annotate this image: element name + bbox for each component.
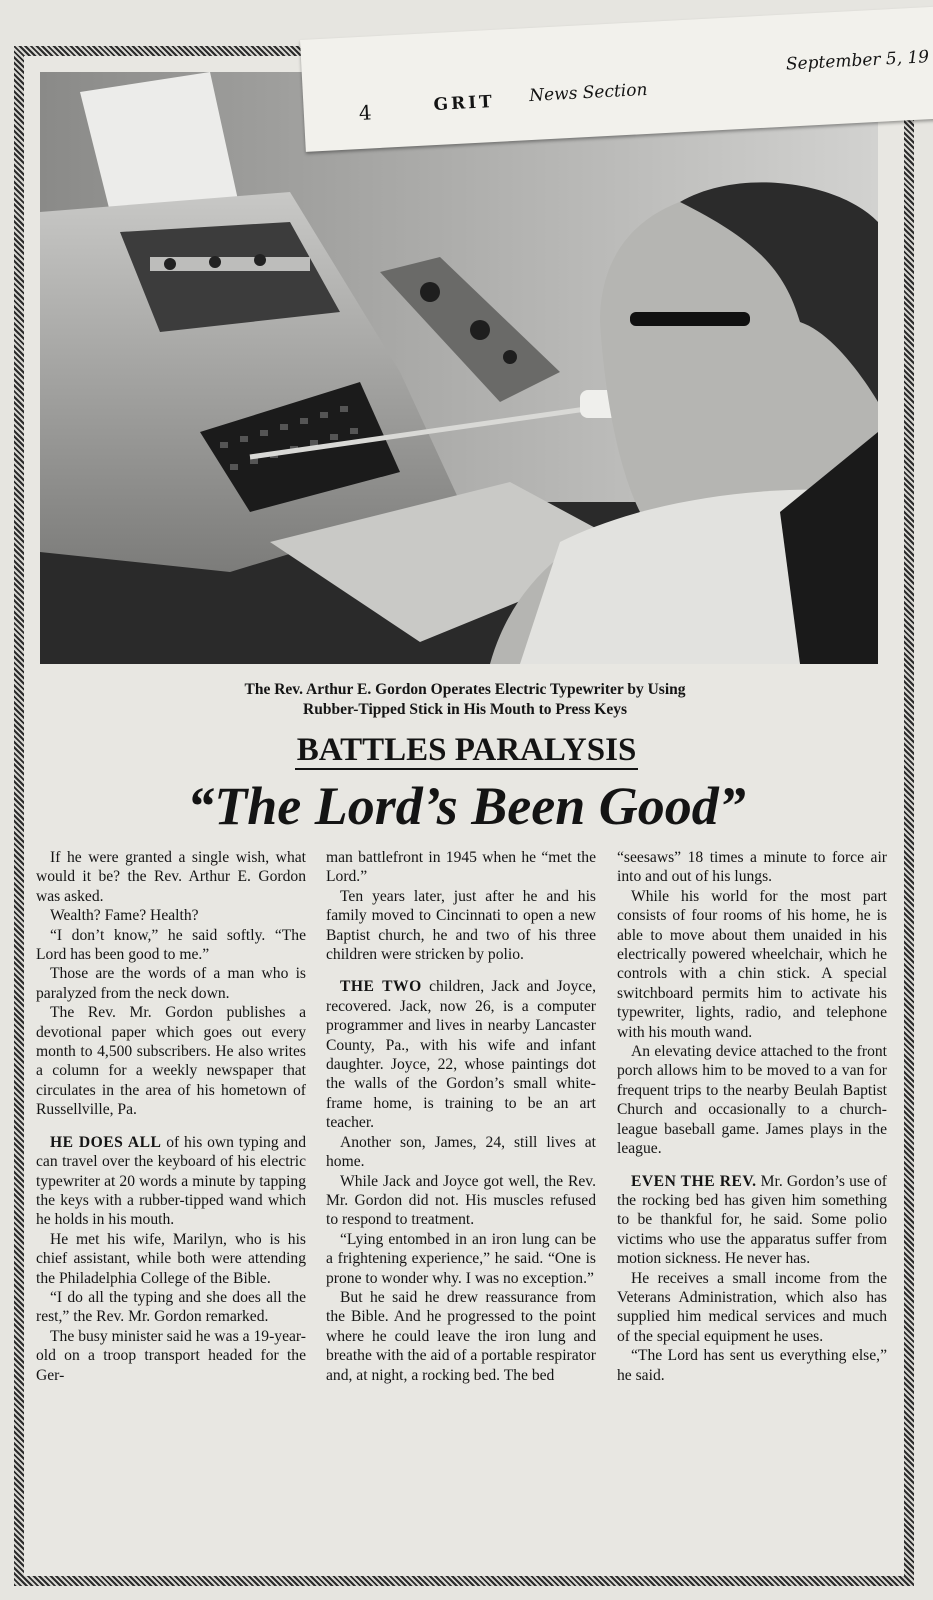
article-column-1 — [36, 848, 306, 1385]
main-headline: “The Lord’s Been Good” — [187, 776, 746, 836]
paragraph: The Rev. Mr. Gordon publishes a devotional paper which goes out every month to 4,500 subscribers. He also writes a column for a weekly newspaper that circulates in the area of his hometown of Russellville, Pa. — [36, 1004, 306, 1119]
paragraph: man battlefront in 1945 when he “met the Lord.” — [326, 849, 596, 886]
paragraph: Those are the words of a man who is paralyzed from the neck down. — [36, 965, 306, 1002]
paragraph: “seesaws” 18 times a minute to force air into and out of his lungs. — [617, 849, 887, 886]
section-name: News Section — [528, 79, 648, 107]
typewriter-photo-icon — [40, 72, 878, 664]
lead-in: EVEN THE REV. — [631, 1172, 757, 1190]
lead-in: THE TWO — [340, 978, 422, 996]
article-column-2 — [326, 848, 596, 1385]
caption-line-1: The Rev. Arthur E. Gordon Operates Electric Typewriter by Using — [244, 681, 686, 698]
paragraph-lead — [617, 1172, 887, 1269]
issue-date: September 5, 19 — [785, 47, 930, 75]
article-column-3 — [617, 848, 887, 1385]
paragraph: Another son, James, 24, still lives at home. — [326, 1133, 596, 1171]
paragraph: “I don’t know,” he said softly. “The Lord has been good to me.” — [36, 926, 306, 964]
paragraph: He met his wife, Marilyn, who is his chief assistant, while both were attending the Philadelphia College of the Bible. — [36, 1230, 306, 1287]
page-number: 4 — [358, 100, 373, 126]
paragraph: “I do all the typing and she does all the rest,” the Rev. Mr. Gordon remarked. — [36, 1288, 306, 1326]
paragraph: He receives a small income from the Veterans Administration, which also has supplied him medical services and much of the special equipment he uses. — [617, 1269, 887, 1345]
lead-rest: of his own typing and can travel over the keyboard of his electric typewriter at 20 words a minute by tapping the keys with a rubber-tipped wand which he holds in his mouth. — [36, 1133, 307, 1229]
paragraph: While his world for the most part consists of four rooms of his home, he is able to move about them unaided in his electrically powered wheelchair, which he controls with a chin stick. A special switchboard permits him to activate his typewriter, lights, radio, and telephone with his mouth wand. — [617, 887, 887, 1041]
paragraph: But he said he drew reassurance from the Bible. And he progressed to the point where he could leave the iron lung and breathe with the aid of a portable respirator and, at night, a rocking bed. The bed — [326, 1288, 596, 1384]
kicker-text: BATTLES PARALYSIS — [296, 732, 637, 768]
paragraph-lead — [326, 977, 596, 1132]
kicker-headline — [0, 732, 933, 769]
lead-rest: Mr. Gordon’s use of the rocking bed has given him something to be thankful for, he said. Some polio victims who use the apparatus suffer from motion sickness. He never has. — [617, 1172, 887, 1268]
paragraph: An elevating device attached to the front porch allows him to be moved to a van for frequent trips to the nearby Beulah Baptist Church and occasionally to a church-league baseball game. James plays in the league. — [617, 1043, 887, 1158]
paragraph: “The Lord has sent us everything else,” he said. — [617, 1347, 887, 1384]
paragraph: While Jack and Joyce got well, the Rev. Mr. Gordon did not. His muscles refused to respond to treatment. — [326, 1172, 596, 1229]
paper-name: GRIT — [433, 91, 496, 116]
paragraph: The busy minister said he was a 19-year-old on a troop transport headed for the Ger- — [36, 1327, 306, 1384]
photo-caption — [60, 680, 870, 720]
paragraph: Wealth? Fame? Health? — [50, 907, 199, 925]
paragraph: If he were granted a single wish, what would it be? the Rev. Arthur E. Gordon was asked. — [36, 849, 306, 905]
lead-rest: children, Jack and Joyce, recovered. Jack, now 26, is a computer programmer and lives in nearby Lancaster County, Pa., with his wife and infant daughter. Joyce, 22, whose paintings dot the walls of the Gordon’s small white-frame home, is training to be an art teacher. — [326, 978, 596, 1132]
lead-in: HE DOES ALL — [50, 1133, 162, 1151]
paragraph-lead — [36, 1133, 306, 1230]
paragraph: Ten years later, just after he and his family moved to Cincinnati to open a new Baptist church, he and two of his three children were stricken by polio. — [326, 887, 596, 964]
typewriter-photo — [40, 72, 878, 664]
paragraph: “Lying entombed in an iron lung can be a frightening experience,” he said. “One is prone to wonder why. I was no exception.” — [326, 1230, 596, 1287]
caption-line-2: Rubber-Tipped Stick in His Mouth to Press Keys — [303, 701, 627, 718]
